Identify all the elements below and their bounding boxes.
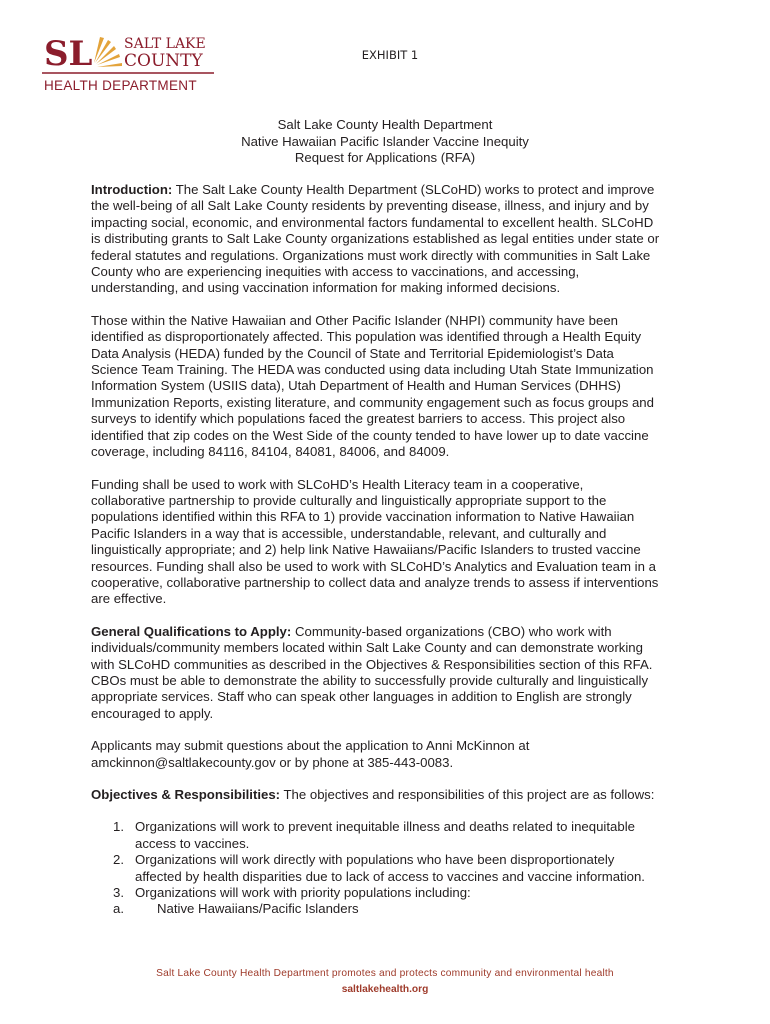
title-line-1: Salt Lake County Health Department [277, 117, 493, 132]
qualifications-text: Community-based organizations (CBO) who work with individuals/community members located within Salt Lake County and can demonstrate working with SLCoHD communities as described in the Objectives & Responsibilities section of this RFA. CBOs must be able to demonstrate the ability to successfully provide culturally and linguistically appropriate services. Staff who can speak other languages in addition to English are strongly encouraged to apply. [91, 623, 653, 721]
exhibit-label: EXHIBIT 1 [361, 48, 419, 62]
objectives-list [91, 819, 661, 917]
list-item-number: 1. [113, 819, 124, 835]
list-item [113, 852, 661, 885]
logo-line-county: COUNTY [124, 51, 203, 71]
nhpi-paragraph: Those within the Native Hawaiian and Other Pacific Islander (NHPI) community have been identified as disproportionately affected. This population was identified through a Health Equity Data Analysis (HEDA) funded by the Council of State and Territorial Epidemiologist’s Data Science Team Training. The HEDA was conducted using data including Utah State Immunization Information System (USIIS data), Utah Department of Health and Human Services (DHHS) Immunization Reports, existing literature, and community engagement such as focus groups and surveys to identify which populations faced the greatest barriers to access. This project also identified that zip codes on the West Side of the county tended to have lower up to date vaccine coverage, including 84116, 84104, 84081, 84006, and 84009. [91, 312, 654, 460]
contact-paragraph [91, 738, 661, 771]
contact-email-link[interactable]: amckinnon@saltlakecounty.gov [91, 754, 276, 770]
introduction-label: Introduction: [91, 182, 173, 197]
sub-list-item [113, 901, 661, 917]
title-line-3: Request for Applications (RFA) [294, 150, 476, 166]
list-item-number: 3. [113, 885, 124, 901]
qualifications-paragraph [91, 624, 661, 722]
introduction-text: The Salt Lake County Health Department (SLCoHD) works to protect and improve the well-being of all Salt Lake County residents by preventing disease, illness, and injury and by impacting social, economic, and environmental factors fundamental to excellent health. SLCoHD is distributing grants to Salt Lake County organizations established as legal entities under state or federal statutes and regulations. Organizations must work directly with communities in Salt Lake County who are experiencing inequities with access to vaccinations, and accessing, understanding, and using vaccination information for making informed decisions. [91, 182, 660, 296]
logo-line-salt-lake: SALT LAKE [124, 36, 206, 52]
qualifications-label: General Qualifications to Apply: [91, 623, 292, 639]
page-footer [0, 966, 770, 998]
list-item-number: 2. [113, 852, 124, 868]
sunburst-icon [94, 37, 122, 67]
document-title [0, 117, 770, 167]
objectives-label: Objectives & Responsibilities: [91, 787, 281, 802]
logo-line-health-department: HEALTH DEPARTMENT [44, 78, 197, 93]
objectives-intro-text: The objectives and responsibilities of this project are as follows: [280, 787, 655, 802]
introduction-paragraph [91, 182, 661, 297]
sl-monogram: SL [44, 34, 93, 74]
contact-text: Applicants may submit questions about the application to Anni McKinnon at [91, 738, 530, 754]
list-item [113, 885, 661, 918]
salt-lake-county-logo [42, 33, 222, 95]
document-body [91, 182, 661, 918]
list-item [113, 819, 661, 852]
sub-list-item-text: Native Hawaiians/Pacific Islanders [157, 901, 359, 917]
footer-tagline: Salt Lake County Health Department promotes and protects community and environmental health [156, 968, 614, 979]
funding-paragraph: Funding shall be used to work with SLCoHD’s Health Literacy team in a cooperative, collaborative partnership to provide culturally and linguistically appropriate support to the populations identified within this RFA to 1) provide vaccination information to Native Hawaiian Pacific Islanders in a way that is accessible, understandable, relevant, and culturally and linguistically appropriate; and 2) help link Native Hawaiians/Pacific Islanders to trusted vaccine resources. Funding shall also be used to work with SLCoHD’s Analytics and Evaluation team in a cooperative, collaborative partnership to collect data and analyze trends to assess if interventions are effective. [91, 476, 659, 607]
title-line-2: Native Hawaiian Pacific Islander Vaccine Inequity [241, 133, 529, 149]
list-item-text: Organizations will work with priority populations including: [135, 885, 471, 901]
objectives-paragraph [91, 787, 661, 803]
footer-website-link[interactable]: saltlakehealth.org [341, 984, 429, 995]
contact-phone-text: or by phone at 385-443-0083. [275, 754, 454, 770]
sub-list-item-letter: a. [113, 901, 124, 917]
list-item-text: Organizations will work to prevent inequitable illness and deaths related to inequitable access to vaccines. [135, 819, 635, 851]
list-item-text: Organizations will work directly with populations who have been disproportionately affected by health disparities due to lack of access to vaccines and vaccine information. [135, 852, 645, 884]
